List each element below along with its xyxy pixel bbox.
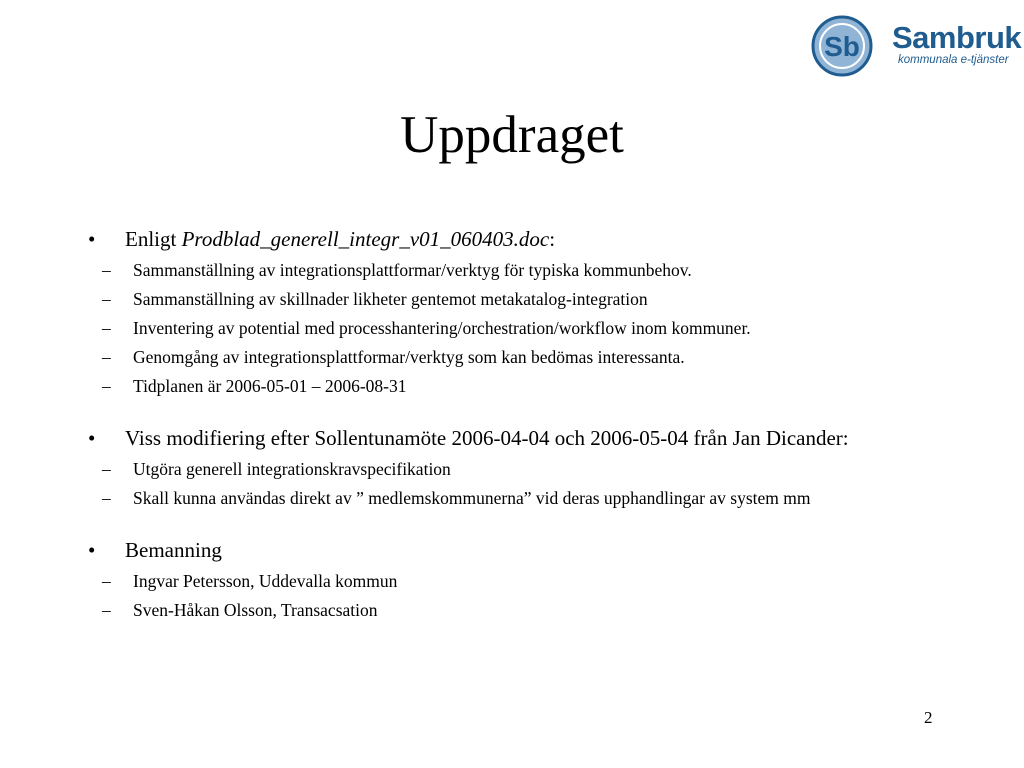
sub-item-text: Sven-Håkan Olsson, Transacsation (133, 600, 378, 620)
bullet-suffix: : (549, 227, 556, 251)
slide-content (88, 226, 928, 627)
sub-item-text: Utgöra generell integrationskravspecifikation (133, 459, 451, 479)
sub-item (51, 345, 928, 369)
sub-list (88, 569, 928, 622)
document-reference: Prodblad_generell_integr_v01_060403.doc (181, 227, 550, 251)
page-number: 2 (924, 708, 933, 727)
sub-item (51, 569, 928, 593)
dash-mark: – (102, 571, 111, 591)
sub-list (88, 258, 928, 398)
bullet-mark: • (88, 227, 96, 251)
sub-item-text: Skall kunna användas direkt av ” medlemskommunerna” vid deras upphandlingar av system mm (133, 488, 811, 508)
logo-tagline: kommunala e-tjänster (898, 54, 1009, 66)
sub-item (51, 258, 928, 282)
slide-title: Uppdraget (400, 106, 624, 164)
sub-item (51, 316, 928, 340)
bullet-prefix: Enligt (125, 227, 182, 251)
dash-mark: – (102, 260, 111, 280)
sub-item (51, 598, 928, 622)
logo-name: Sambruk (892, 20, 1022, 55)
bullet-item (88, 537, 928, 564)
dash-mark: – (102, 376, 111, 396)
dash-mark: – (102, 289, 111, 309)
dash-mark: – (102, 600, 111, 620)
dash-mark: – (102, 459, 111, 479)
dash-mark: – (102, 318, 111, 338)
sub-item-text: Genomgång av integrationsplattformar/verktyg som kan bedömas interessanta. (133, 347, 685, 367)
sub-item (51, 374, 928, 398)
sub-item-text: Inventering av potential med processhantering/orchestration/workflow inom kommuner. (133, 318, 751, 338)
svg-text:Sb: Sb (824, 31, 860, 62)
sub-item (51, 457, 928, 481)
dash-mark: – (102, 347, 111, 367)
bullet-text: Viss modifiering efter Sollentunamöte 2006-04-04 och 2006-05-04 från Jan Dicander: (125, 426, 849, 450)
bullet-mark: • (88, 538, 96, 562)
bullet-text: Bemanning (125, 538, 222, 562)
sub-item-text: Sammanställning av skillnader likheter gentemot metakatalog-integration (133, 289, 648, 309)
sub-item-text: Sammanställning av integrationsplattformar/verktyg för typiska kommunbehov. (133, 260, 692, 280)
sub-item-text: Tidplanen är 2006-05-01 – 2006-08-31 (133, 376, 407, 396)
bullet-item (88, 425, 928, 452)
bullet-mark: • (88, 426, 96, 450)
bullet-item (88, 226, 928, 253)
sambruk-emblem-icon (806, 14, 886, 78)
sub-item (51, 486, 928, 510)
sambruk-logo (806, 14, 1022, 78)
sub-list (88, 457, 928, 510)
sub-item-text: Ingvar Petersson, Uddevalla kommun (133, 571, 398, 591)
logo-text (892, 22, 1021, 66)
dash-mark: – (102, 488, 111, 508)
sub-item (51, 287, 928, 311)
